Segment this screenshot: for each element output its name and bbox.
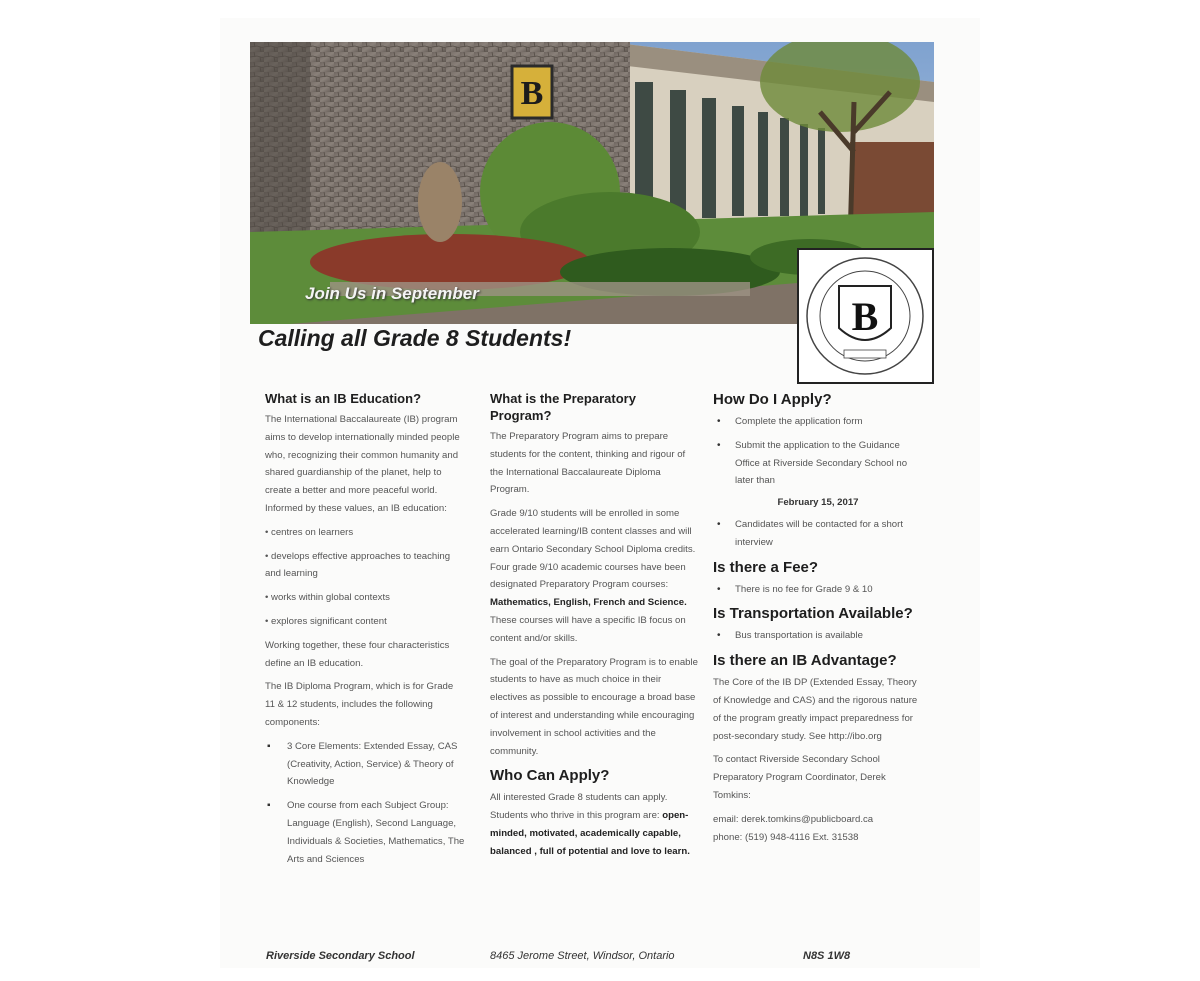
ib-advantage-heading: Is there an IB Advantage? (713, 652, 897, 670)
contact-intro: To contact Riverside Secondary School Preparatory Program Coordinator, Derek Tomkins: (713, 754, 886, 801)
column-how-to-apply (713, 390, 923, 846)
ib-education-summary: Working together, these four characteristics define an IB education. (265, 639, 450, 669)
prep-program-goal: The goal of the Preparatory Program is to enable students to have as much choice in their electives as possible to encourage a broad base of interest and understanding while encouraging involvement in school activities and the community. (490, 656, 698, 757)
list-item: ▪ One course from each Subject Group: Language (English), Second Language, Individuals & Societies, Mathematics, The Arts and Sciences (265, 797, 465, 868)
prep-program-courses (490, 505, 700, 647)
svg-text:B: B (851, 294, 879, 339)
list-item: • Bus transportation is available (713, 627, 923, 645)
ib-trait-2: • develops effective approaches to teaching and learning (265, 550, 451, 580)
ib-diploma-intro: The IB Diploma Program, which is for Grade 11 & 12 students, includes the following components: (265, 681, 454, 728)
prep-program-intro: The Preparatory Program aims to prepare students for the content, thinking and rigour of the International Baccalaureate Diploma Program. (490, 431, 686, 496)
contact-phone: phone: (519) 948-4116 Ext. 31538 (713, 831, 859, 843)
application-deadline: February 15, 2017 (777, 497, 859, 509)
footer-postal-code: N8S 1W8 (803, 950, 851, 962)
footer-school-name: Riverside Secondary School (266, 950, 415, 962)
who-can-apply-heading: Who Can Apply? (490, 767, 610, 785)
who-can-apply-intro: All interested Grade 8 students can apply. Students who thrive in this program are: (490, 792, 668, 822)
list-item: • Complete the application form (713, 413, 923, 431)
hero-tagline: Join Us in September (305, 284, 479, 303)
column-preparatory-program (490, 390, 700, 867)
contact-email: email: derek.tomkins@publicboard.ca (713, 813, 874, 825)
page-title: Calling all Grade 8 Students! (258, 325, 572, 351)
ib-advantage-text: The Core of the IB DP (Extended Essay, Theory of Knowledge and CAS) and the rigorous nature of the program greatly impact preparedness for post-secondary study. See http://ibo.org (713, 677, 918, 742)
prep-courses-focus: These courses will have a specific IB focus on content and/or skills. (490, 614, 686, 644)
ib-education-intro: The International Baccalaureate (IB) program aims to develop internationally minded people who, recognizing their common humanity and shared guardianship of the planet, help to create a better and more peaceful world. Informed by these values, an IB education: (265, 414, 460, 514)
prep-program-heading: What is the Preparatory Program? (490, 391, 636, 423)
prep-courses-text: Grade 9/10 students will be enrolled in some accelerated learning/IB content classes and will earn Ontario Secondary School Diploma credits. Four grade 9/10 academic courses have been designated Preparatory Program courses: (490, 508, 696, 591)
school-crest (797, 248, 934, 384)
footer-address: 8465 Jerome Street, Windsor, Ontario (490, 950, 675, 962)
list-item: • There is no fee for Grade 9 & 10 (713, 581, 923, 599)
who-can-apply-text (490, 789, 700, 860)
ib-trait-1: • centres on learners (265, 526, 354, 538)
student-qualities: open-minded, motivated, academically capable, balanced , full of potential and love to learn. (490, 810, 690, 857)
svg-text:B: B (520, 75, 544, 112)
ib-education-heading: What is an IB Education? (265, 391, 422, 406)
transportation-heading: Is Transportation Available? (713, 605, 913, 623)
fee-heading: Is there a Fee? (713, 558, 819, 576)
list-item: ▪ 3 Core Elements: Extended Essay, CAS (Creativity, Action, Service) & Theory of Knowledge (265, 738, 465, 791)
list-item: • Submit the application to the Guidance Office at Riverside Secondary School no later than (713, 437, 923, 490)
how-to-apply-heading: How Do I Apply? (713, 391, 832, 408)
prep-courses-list: Mathematics, English, French and Science. (490, 597, 687, 609)
column-ib-education (265, 390, 465, 874)
list-item: • Candidates will be contacted for a short interview (713, 516, 923, 552)
ib-trait-3: • works within global contexts (265, 592, 390, 604)
ib-trait-4: • explores significant content (265, 615, 387, 627)
